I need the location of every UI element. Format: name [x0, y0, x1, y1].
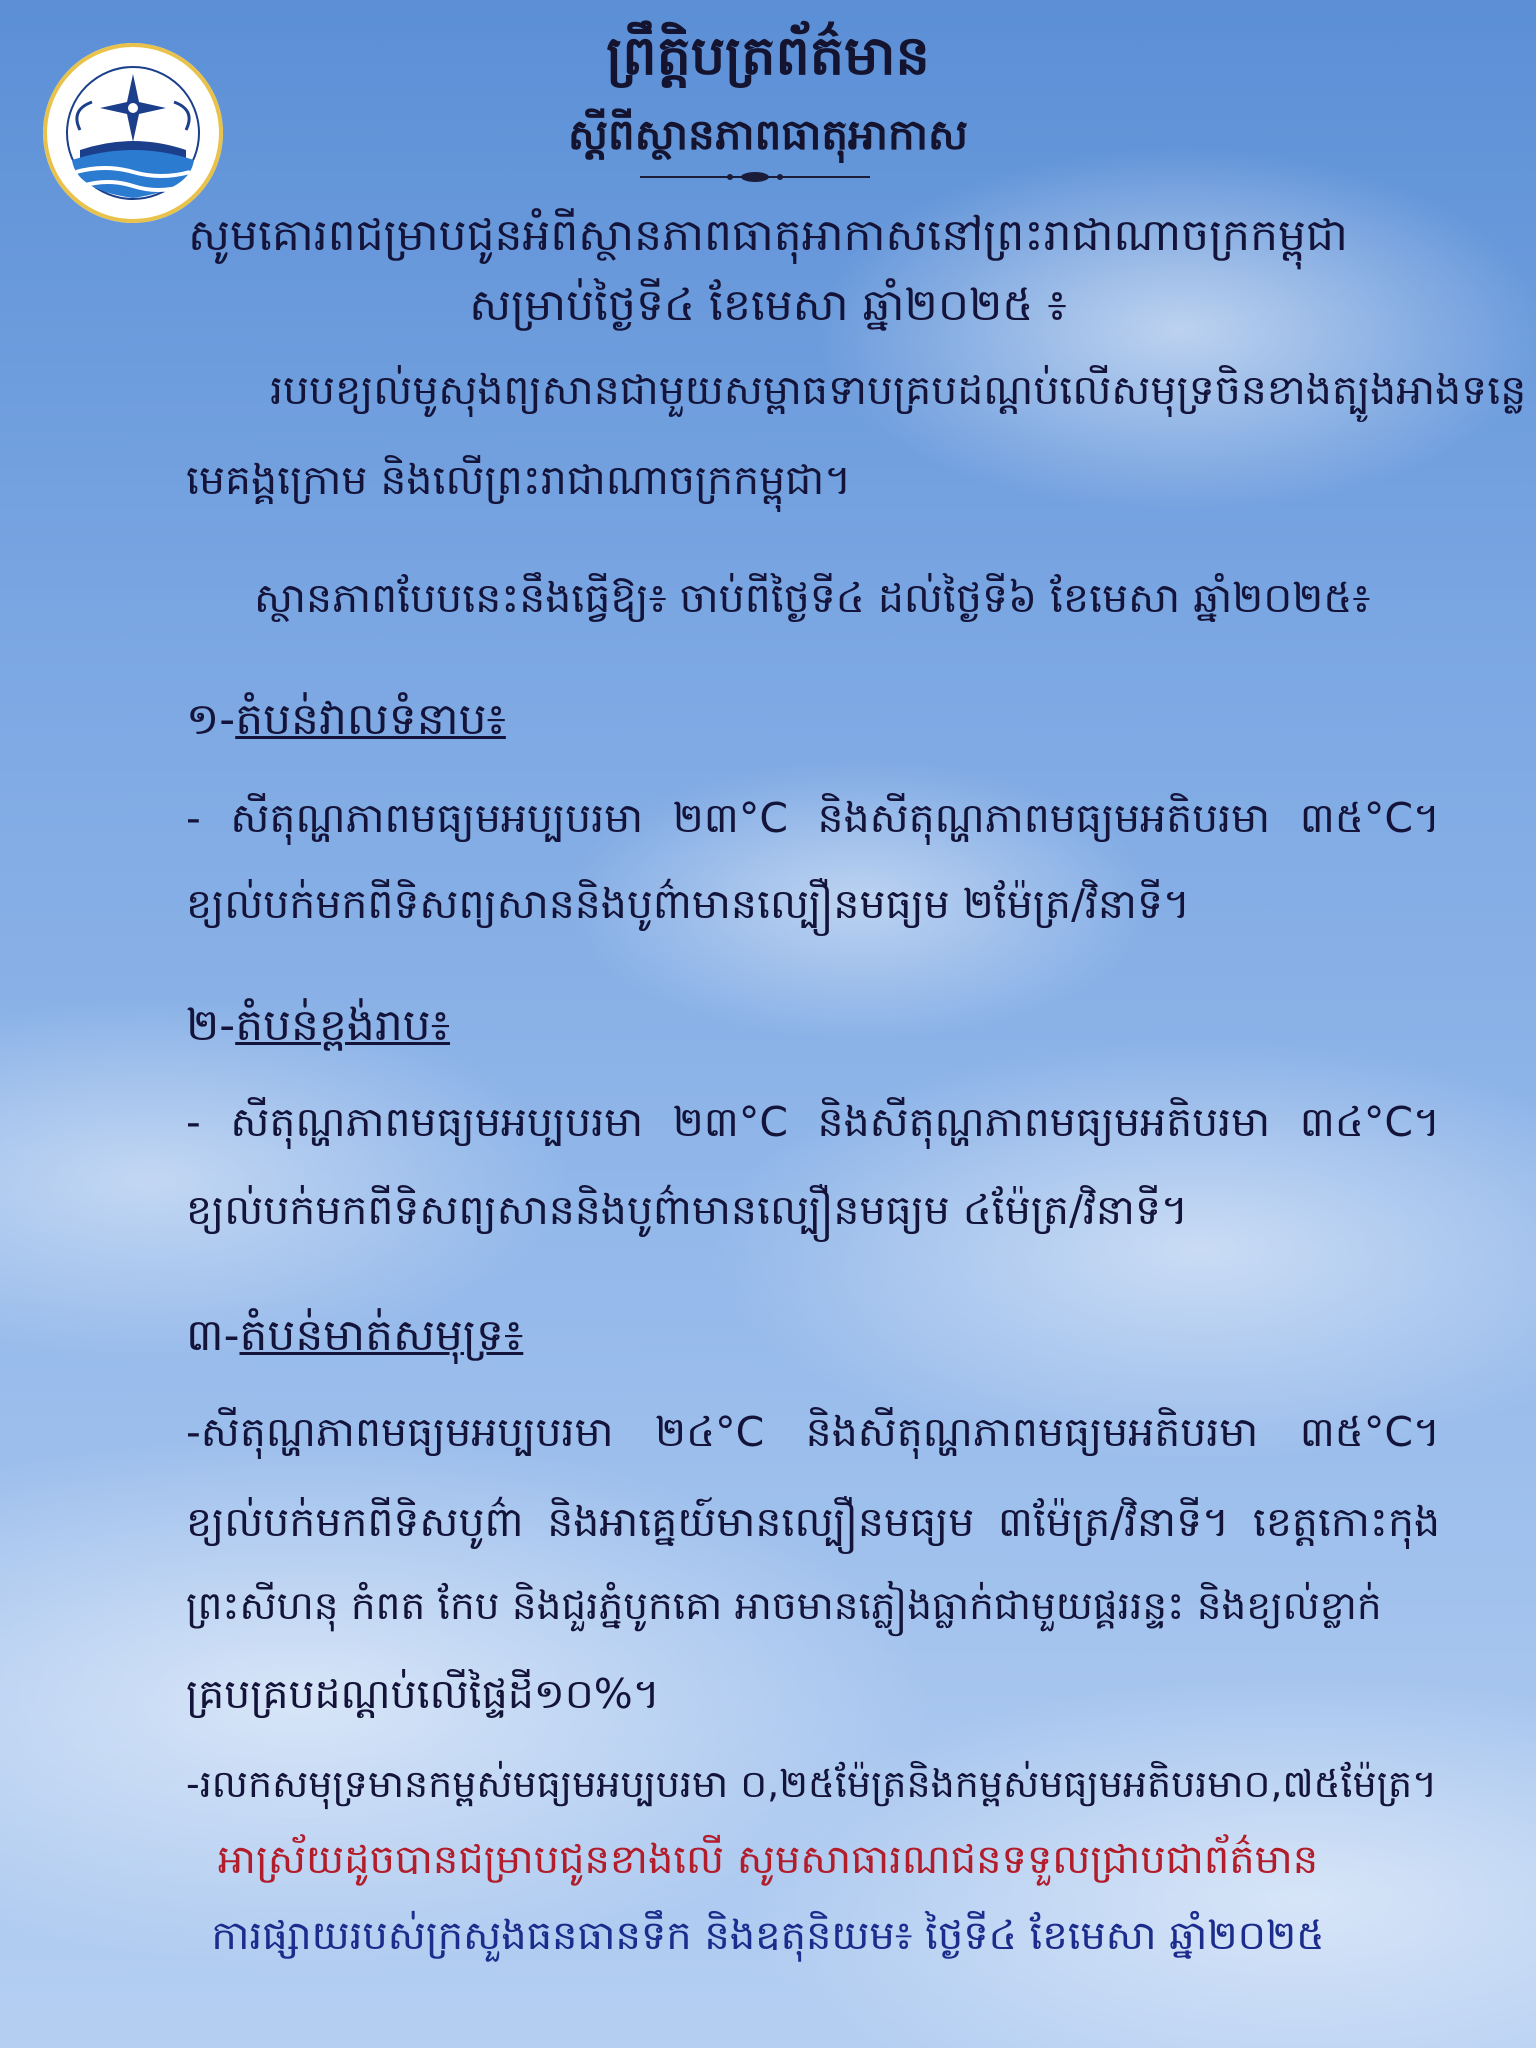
temp-word: សីតុណ្ហភាពមធ្យមអប្បបរមា: [230, 794, 644, 842]
summary-line-3: ស្ថានភាពបែបនេះនឹងធ្វើឱ្យ៖ ចាប់ពីថ្ងៃទី៤ ដល់ថ្ងៃទី៦ ខែមេសា ឆ្នាំ២០២៥៖: [254, 574, 1371, 622]
footer-notice: អាស្រ័យដូចបានជម្រាបជូនខាងលើ សូមសាធារណជនទទួលជ្រាបជាព័ត៌មាន: [217, 1837, 1319, 1883]
region-1-name: តំបន់វាលទំនាប៖: [235, 694, 506, 745]
wind-word: ៣ម៉ែត្រ/វិនាទី។: [997, 1498, 1230, 1546]
bulletin-title: ព្រឹត្តិបត្រព័ត៌មាន: [606, 23, 930, 87]
summary-text-b: អាងទន្លេ: [1396, 366, 1527, 414]
region-3-number: ៣-: [186, 1310, 240, 1361]
region-2-wind: ខ្យល់បក់មកពីទិសព្យសាននិងបូព៌ាមានល្បឿនមធ្យម ៤ម៉ែត្រ/វិនាទី។: [186, 1186, 1188, 1234]
temp-word: ៣៥°C។: [1299, 794, 1440, 842]
temp-word: និងសីតុណ្ហភាពមធ្យមអតិបរមា: [805, 1408, 1259, 1456]
summary-text-a: របបខ្យល់មូសុងព្យសានជាមួយសម្ពាធទាបគ្របដណ្តប់លើសមុទ្រចិនខាងត្បូង: [270, 366, 1397, 414]
temp-word: -: [186, 1098, 201, 1146]
region-3-temperature: [186, 1408, 1440, 1457]
bulletin-subtitle: ស្ដីពីស្ថានភាពធាតុអាកាស: [568, 110, 968, 159]
temp-word: ២៣°C: [672, 794, 788, 842]
summary-line-2: មេគង្គក្រោម និងលើព្រះរាជាណាចក្រកម្ពុជា។: [186, 456, 852, 504]
region-2-temperature: [186, 1098, 1440, 1147]
temp-word: -: [186, 794, 201, 842]
region-2-number: ២-: [186, 1000, 236, 1051]
region-3-provinces: ព្រះសីហនុ កំពត កែប និងជួរភ្នំបូកគោ អាចមានភ្លៀងធ្លាក់ជាមួយផ្គររន្ទះ និងខ្យល់ខ្លាក់: [186, 1584, 1382, 1629]
region-3-waves: -រលកសមុទ្រមានកម្ពស់មធ្យមអប្បបរមា ០,២៥ម៉ែត្រនិងកម្ពស់មធ្យមអតិបរមា០,៧៥ម៉ែត្រ។: [186, 1762, 1438, 1806]
temp-word: និងសីតុណ្ហភាពមធ្យមអតិបរមា: [817, 1098, 1271, 1146]
region-1-number: ១-: [186, 694, 236, 745]
region-1-wind: ខ្យល់បក់មកពីទិសព្យសាននិងបូព៌ាមានល្បឿនមធ្យម ២ម៉ែត្រ/វិនាទី។: [186, 880, 1190, 928]
wind-word: ខេត្តកោះកុង: [1252, 1498, 1440, 1546]
region-1-temperature: [186, 794, 1440, 843]
region-1-heading: [186, 694, 506, 747]
region-2-name: តំបន់ខ្ពង់រាប៖: [235, 1000, 451, 1051]
temp-word: ២៣°C: [672, 1098, 788, 1146]
temp-word: ៣៤°C។: [1299, 1098, 1440, 1146]
wind-word: ខ្យល់បក់មកពីទិសបូព៌ា: [186, 1498, 524, 1546]
divider-ornament-icon: [640, 170, 870, 184]
footer-source: ការផ្សាយរបស់ក្រសួងធនធានទឹក និងឧតុនិយម៖ ថ្ងៃទី៤ ខែមេសា ឆ្នាំ២០២៥: [211, 1913, 1325, 1959]
temp-word: ៣៥°C។: [1299, 1408, 1440, 1456]
temp-word: សីតុណ្ហភាពមធ្យមអប្បបរមា: [230, 1098, 644, 1146]
intro-line-1: សូមគោរពជម្រាបជូនអំពីស្ថានភាពធាតុអាកាសនៅព្រះរាជាណាចក្រកម្ពុជា: [188, 210, 1348, 261]
temp-word: និងសីតុណ្ហភាពមធ្យមអតិបរមា: [817, 794, 1271, 842]
temp-word: ២៤°C: [655, 1408, 765, 1456]
wind-word: និងអាគ្នេយ៍មានល្បឿនមធ្យម: [547, 1498, 975, 1546]
temp-word: -សីតុណ្ហភាពមធ្យមអប្បបរមា: [186, 1408, 614, 1456]
region-2-heading: [186, 1000, 450, 1053]
region-3-name: តំបន់មាត់សមុទ្រ៖: [239, 1310, 524, 1361]
intro-line-2: សម្រាប់ថ្ងៃទី៤ ខែមេសា ឆ្នាំ២០២៥ ៖: [469, 280, 1067, 331]
region-3-wind: [186, 1498, 1440, 1547]
region-3-heading: [186, 1310, 523, 1363]
summary-line-1: [270, 366, 1527, 415]
region-3-coverage: គ្របគ្របដណ្តប់លើផ្ទៃដី១០%។: [186, 1670, 660, 1718]
